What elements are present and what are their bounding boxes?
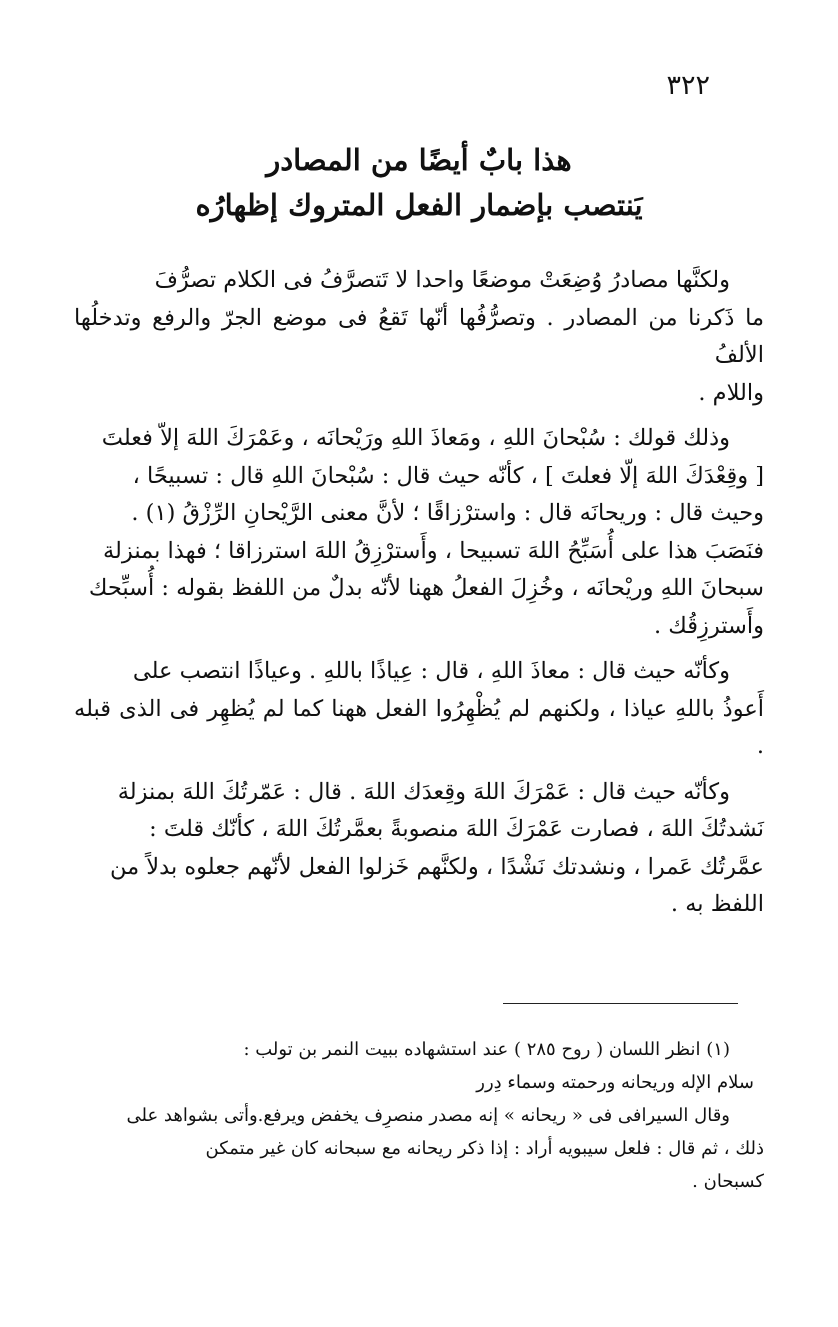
body-text [74, 262, 764, 924]
paragraph-line: واللام . [698, 379, 764, 406]
footnote-line: (١) انظر اللسان ( روح ٢٨٥ ) عند استشهاده ببيت النمر بن تولب : [243, 1039, 730, 1060]
paragraph-line: أَعوذُ باللهِ عياذا ، ولكنهم لم يُظْهِرُوا الفعل ههنا كما لم يُظهِر فى الذى قبله . [74, 695, 764, 759]
paragraph-line: [ وقِعْدَكَ اللهَ إلّا فعلتَ ] ، كأنّه حيث قال : سُبْحانَ اللهِ قال : تسبيحًا ، [132, 462, 764, 489]
paragraph-line: اللفظ به . [670, 891, 764, 917]
paragraph-line: عمَّرتُك عَمرا ، ونشدتك نَشْدًا ، ولكنَّهم خَزلوا الفعل لأنّهم جعلوه بدلاً من [109, 853, 764, 880]
chapter-subtitle: يَنتصب بإضمار الفعل المتروك إظهارُه [195, 188, 643, 222]
paragraph-line: ولكنَّها مصادرُ وُضِعَتْ موضعًا واحدا لا تَتصرَّفُ فى الكلام تصرُّفَ [154, 267, 730, 293]
paragraph-line: وذلك قولك : سُبْحانَ اللهِ ، ومَعاذَ اللهِ ورَيْحانَه ، وعَمْرَكَ اللهَ إلاّ فعلتَ [101, 425, 730, 451]
paragraph-line: وكأنّه حيث قال : معاذَ اللهِ ، قال : عِياذًا باللهِ . وعياذًا انتصب على [132, 658, 730, 684]
chapter-title: هذا بابٌ أيضًا من المصادر [266, 143, 572, 177]
paragraph-line: وحيث قال : وريحانَه قال : واسترْزاقًا ؛ لأنَّ معنى الرَّيْحانِ الرِّزْقُ (١) . [131, 500, 764, 526]
page-number: ٣٢٢ [666, 70, 710, 101]
paragraph-line: وأَسترزِقُك . [653, 612, 764, 639]
paragraph-line: نَشدتُكَ اللهَ ، فصارت عَمْرَكَ اللهَ منصوبةً بعمَّرتُكَ اللهَ ، كأنّك قلتَ : [149, 816, 764, 842]
paragraph-line: وكأنّه حيث قال : عَمْرَكَ اللهَ وقِعدَك اللهَ . قال : عَمّرتُكَ اللهَ بمنزلة [117, 778, 730, 805]
paragraph-2 [74, 420, 764, 645]
paragraph-line: فنَصَبَ هذا على أُسَبِّحُ اللهَ تسبيحا ، وأَسترْزِقُ اللهَ استرزاقا ؛ فهذا بمنزلة [102, 537, 764, 564]
footnote-verse [74, 1066, 764, 1099]
footnote [74, 1033, 764, 1198]
paragraph-line: سبحانَ اللهِ وريْحانَه ، وخُزِلَ الفعلُ ههنا لأنّه بدلٌ من اللفظ بقوله : أُسبِّحك [88, 575, 764, 601]
paragraph-4 [74, 774, 764, 924]
footnote-line: وقال السيرافى فى « ريحانه » إنه مصدر منصرِف يخفض ويرفع.وأتى بشواهد على [126, 1105, 730, 1126]
verse-hemistich-2: ورحمته وسماء دِرر [476, 1072, 616, 1093]
paragraph-line: ما ذَكرنا من المصادر . وتصرُّفُها أنّها تَقعُ فى موضع الجرّ والرفع وتدخلُها الألفُ [74, 304, 764, 368]
footnote-divider [503, 1003, 738, 1004]
footnote-line: كسبحان . [692, 1171, 764, 1192]
paragraph-3 [74, 653, 764, 766]
verse-hemistich-1: سلام الإله وريحانه [621, 1072, 754, 1093]
footnote-line: ذلك ، ثم قال : فلعل سيبويه أراد : إذا ذكر ريحانه مع سبحانه كان غير متمكن [205, 1138, 764, 1159]
paragraph-1 [74, 262, 764, 412]
